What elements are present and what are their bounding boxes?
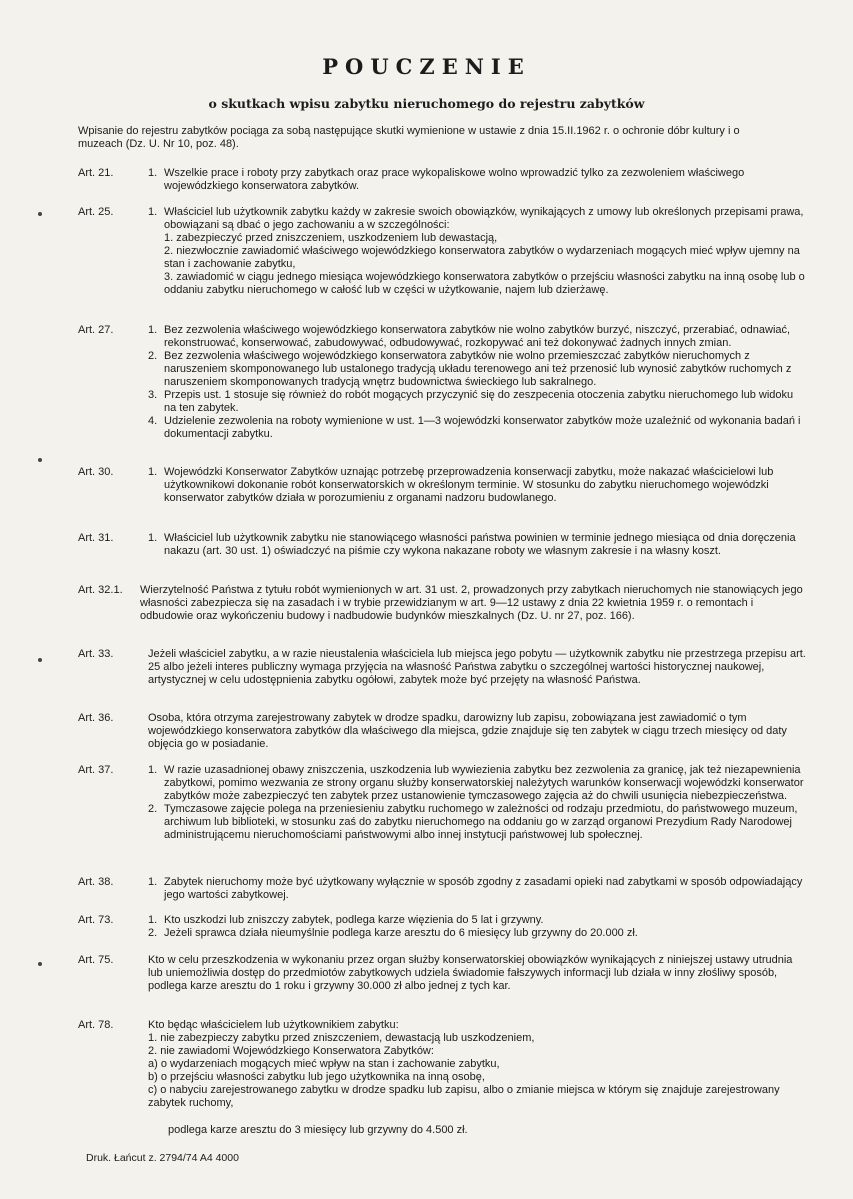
paragraph-text: Wierzytelność Państwa z tytułu robót wymienionych w art. 31 ust. 2, prowadzonych przy zabytkach nieruchomych nie stanowiących jego własności zabezpiecza się na zasadach i w trybie przewidzianym w art. 9—12 ustawy z dnia 22 kwietnia 1959 r. o remontach i odbudowie oraz wykończeniu budowy i nadbudowie budynków mieszkalnych (Dz. U. nr 27, poz. 166).	[140, 584, 803, 622]
article-label: Art. 21.	[78, 167, 114, 179]
paragraph-text: Tymczasowe zajęcie polega na przeniesieniu zabytku ruchomego w zależności od rodzaju przedmiotu, do państwowego muzeum, archiwum lub biblioteki, w stosunku zaś do zabytku nieruchomego na oddaniu go w zarząd organowi Prezydium Rady Narodowej administrującemu nieruchomościami państwowymi albo innej instytucji państwowej lub społecznej.	[164, 803, 798, 841]
paragraph-number: 3.	[148, 389, 158, 401]
paragraph-number: 2.	[148, 803, 158, 815]
article-label: Art. 38.	[78, 876, 114, 888]
paragraph-number: 1.	[148, 167, 158, 179]
article-label: Art. 30.	[78, 466, 114, 478]
article-label: Art. 33.	[78, 648, 114, 660]
paragraph-text: Wojewódzki Konserwator Zabytków uznając potrzebę przeprowadzenia konserwacji zabytku, może nakazać właścicielowi lub użytkownikowi dokonanie robót konserwatorskich w określonym terminie. W stosunku do zabytku nieruchomego wojewódzki konserwator zabytków działa w porozumieniu z organami nadzoru budowlanego.	[164, 466, 774, 504]
article-25	[78, 206, 806, 297]
article-label: Art. 31.	[78, 532, 114, 544]
paragraph-text: Wszelkie prace i roboty przy zabytkach oraz prace wykopaliskowe wolno wprowadzić tylko za zezwoleniem właściwego wojewódzkiego konserwatora zabytków.	[164, 167, 745, 192]
paragraph-number: 2.	[148, 350, 158, 362]
paragraph-number: 1.	[148, 914, 158, 926]
paragraph-text: Bez zezwolenia właściwego wojewódzkiego konserwatora zabytków nie wolno zabytków burzyć, niszczyć, przerabiać, odnawiać, rekonstruować, konserwować, zabudowywać, odbudowywać, rozkopywać ani też dokonywać żadnych innych zmian.	[164, 324, 791, 349]
list-item: 3. zawiadomić w ciągu jednego miesiąca wojewódzkiego konserwatora zabytków o przejściu własności zabytku na inną osobę lub o oddaniu zabytku nieruchomego w całość lub w części w użytkowanie, najem lub dzierżawę.	[164, 271, 805, 296]
article-label: Art. 78.	[78, 1019, 114, 1031]
article-30	[78, 466, 806, 505]
punch-mark	[38, 212, 42, 216]
paragraph-lead: Kto będąc właścicielem lub użytkownikiem zabytku:	[148, 1019, 399, 1031]
article-31	[78, 532, 806, 558]
paragraph-number: 1.	[148, 764, 158, 776]
paragraph-text: Osoba, która otrzyma zarejestrowany zabytek w drodze spadku, darowizny lub zapisu, zobowiązana jest zawiadomić o tym wojewódzkiego konserwatora zabytków dla właściwego dla miejsca, gdzie znajduje się ten zabytek w ciągu trzech miesięcy od daty objęcia go w posiadanie.	[148, 712, 787, 750]
list-subitem: a) o wydarzeniach mogących mieć wpływ na stan i zachowanie zabytku,	[148, 1058, 500, 1070]
article-38	[78, 876, 806, 902]
article-37	[78, 764, 806, 842]
paragraph-number: 1.	[148, 324, 158, 336]
article-33	[78, 648, 806, 687]
list-item: 2. nie zawiadomi Wojewódzkiego Konserwatora Zabytków:	[148, 1045, 434, 1057]
list-subitem: b) o przejściu własności zabytku lub jego użytkownika na inną osobę,	[148, 1071, 485, 1083]
paragraph-text: Kto uszkodzi lub zniszczy zabytek, podlega karze więzienia do 5 lat i grzywny.	[164, 914, 544, 926]
paragraph-text: Kto w celu przeszkodzenia w wykonaniu przez organ służby konserwatorskiej obowiązków wynikających z niniejszej ustawy utrudnia lub uniemożliwia dostęp do przedmiotów zabytkowych udziela świadomie fałszywych informacji lub działa w inny złośliwy sposób, podlega karze aresztu do 1 roku i grzywny 30.000 zł albo jednej z tych kar.	[148, 954, 793, 992]
article-label: Art. 25.	[78, 206, 114, 218]
paragraph-text: Przepis ust. 1 stosuje się również do robót mogących przyczynić się do zeszpecenia otoczenia zabytku nieruchomego lub widoku na ten zabytek.	[164, 389, 794, 414]
article-label: Art. 27.	[78, 324, 114, 336]
article-label: Art. 37.	[78, 764, 114, 776]
article-label: Art. 36.	[78, 712, 114, 724]
paragraph-text: Właściciel lub użytkownik zabytku nie stanowiącego własności państwa powinien w terminie jednego miesiąca od dnia doręczenia nakazu (art. 30 ust. 1) oświadczyć na piśmie czy wykona nakazane roboty we własnym zakresie i na własny koszt.	[164, 532, 796, 557]
article-36	[78, 712, 806, 751]
paragraph-text: Zabytek nieruchomy może być użytkowany wyłącznie w sposób zgodny z zasadami opieki nad zabytkami w sposób odpowiadający jego wartości zabytkowej.	[164, 876, 803, 901]
paragraph-text: Jeżeli sprawca działa nieumyślnie podlega karze aresztu do 6 miesięcy lub grzywny do 20.000 zł.	[164, 927, 638, 939]
paragraph-text: Udzielenie zezwolenia na roboty wymienione w ust. 1—3 wojewódzki konserwator zabytków może uzależnić od wykonania badań i dokumentacji zabytku.	[164, 415, 801, 440]
article-label: Art. 73.	[78, 914, 114, 926]
paragraph-text: Właściciel lub użytkownik zabytku każdy w zakresie swoich obowiązków, wynikających z umowy lub określonych przepisami prawa, obowiązani są dbać o jego zachowaniu a w szczególności:	[164, 206, 804, 231]
punch-mark	[38, 962, 42, 966]
paragraph-number: 1.	[148, 206, 158, 218]
article-73	[78, 914, 806, 940]
article-32	[78, 584, 806, 623]
article-78	[78, 1019, 806, 1137]
paragraph-text: Jeżeli właściciel zabytku, a w razie nieustalenia właściciela lub miejsca jego pobytu — użytkownik zabytku nie przestrzega przepisu art. 25 albo jeżeli interes publiczny wymaga przyjęcia na własność Państwa zabytku o szczególnej wartości historycznej naukowej, artystycznej w celu udostępnienia zabytku ogółowi, zabytek może być przejęty na własność Państwa.	[148, 648, 806, 686]
paragraph-number: 4.	[148, 415, 158, 427]
penalty-text: podlega karze aresztu do 3 miesięcy lub grzywny do 4.500 zł.	[168, 1124, 468, 1136]
paragraph-number: 1.	[148, 532, 158, 544]
paragraph-number: 2.	[148, 927, 158, 939]
document-subtitle: o skutkach wpisu zabytku nieruchomego do rejestru zabytków	[208, 96, 645, 111]
article-label: Art. 32.1.	[78, 584, 123, 596]
punch-mark	[38, 458, 42, 462]
article-75	[78, 954, 806, 993]
document-title: POUCZENIE	[322, 54, 531, 79]
paragraph-text: Bez zezwolenia właściwego wojewódzkiego konserwatora zabytków nie wolno przemieszczać zabytków nieruchomych z naruszeniem skomponowanego lub ustalonego tradycją układu terenowego ani też przenosić lub wynosić zabytków ruchomych z naruszeniem skomponowanych tradycją wnętrz budownictwa świeckiego lub sakralnego.	[164, 350, 792, 388]
print-footer: Druk. Łańcut z. 2794/74 A4 4000	[86, 1152, 239, 1164]
article-27	[78, 324, 806, 441]
list-item: 2. niezwłocznie zawiadomić właściwego wojewódzkiego konserwatora zabytków o wydarzeniach mogących mieć wpływ ujemny na stan i zachowanie zabytku,	[164, 245, 800, 270]
paragraph-number: 1.	[148, 876, 158, 888]
list-item: 1. nie zabezpieczy zabytku przed zniszczeniem, dewastacją lub uszkodzeniem,	[148, 1032, 535, 1044]
paragraph-text: W razie uzasadnionej obawy zniszczenia, uszkodzenia lub wywiezienia zabytku bez zezwolenia za granicę, jak też niezapewnienia zabytkowi, pomimo wezwania ze strony organu służby konserwatorskiej należytych warunków konserwacji wojewódzki konserwator zabytków może zabezpieczyć ten zabytek przez ustanowienie tymczasowego zajęcia aż do chwili usunięcia niebezpieczeństwa.	[164, 764, 804, 802]
list-item: 1. zabezpieczyć przed zniszczeniem, uszkodzeniem lub dewastacją,	[164, 232, 498, 244]
article-21	[78, 167, 806, 193]
article-label: Art. 75.	[78, 954, 114, 966]
paragraph-number: 1.	[148, 466, 158, 478]
intro-paragraph: Wpisanie do rejestru zabytków pociąga za sobą następujące skutki wymienione w ustawie z dnia 15.II.1962 r. o ochronie dóbr kultury i o muzeach (Dz. U. Nr 10, poz. 48).	[78, 125, 740, 150]
list-subitem: c) o nabyciu zarejestrowanego zabytku w drodze spadku lub zapisu, albo o zmianie miejsca w którym się znajduje zarejestrowany zabytek ruchomy,	[148, 1084, 780, 1109]
punch-mark	[38, 658, 42, 662]
